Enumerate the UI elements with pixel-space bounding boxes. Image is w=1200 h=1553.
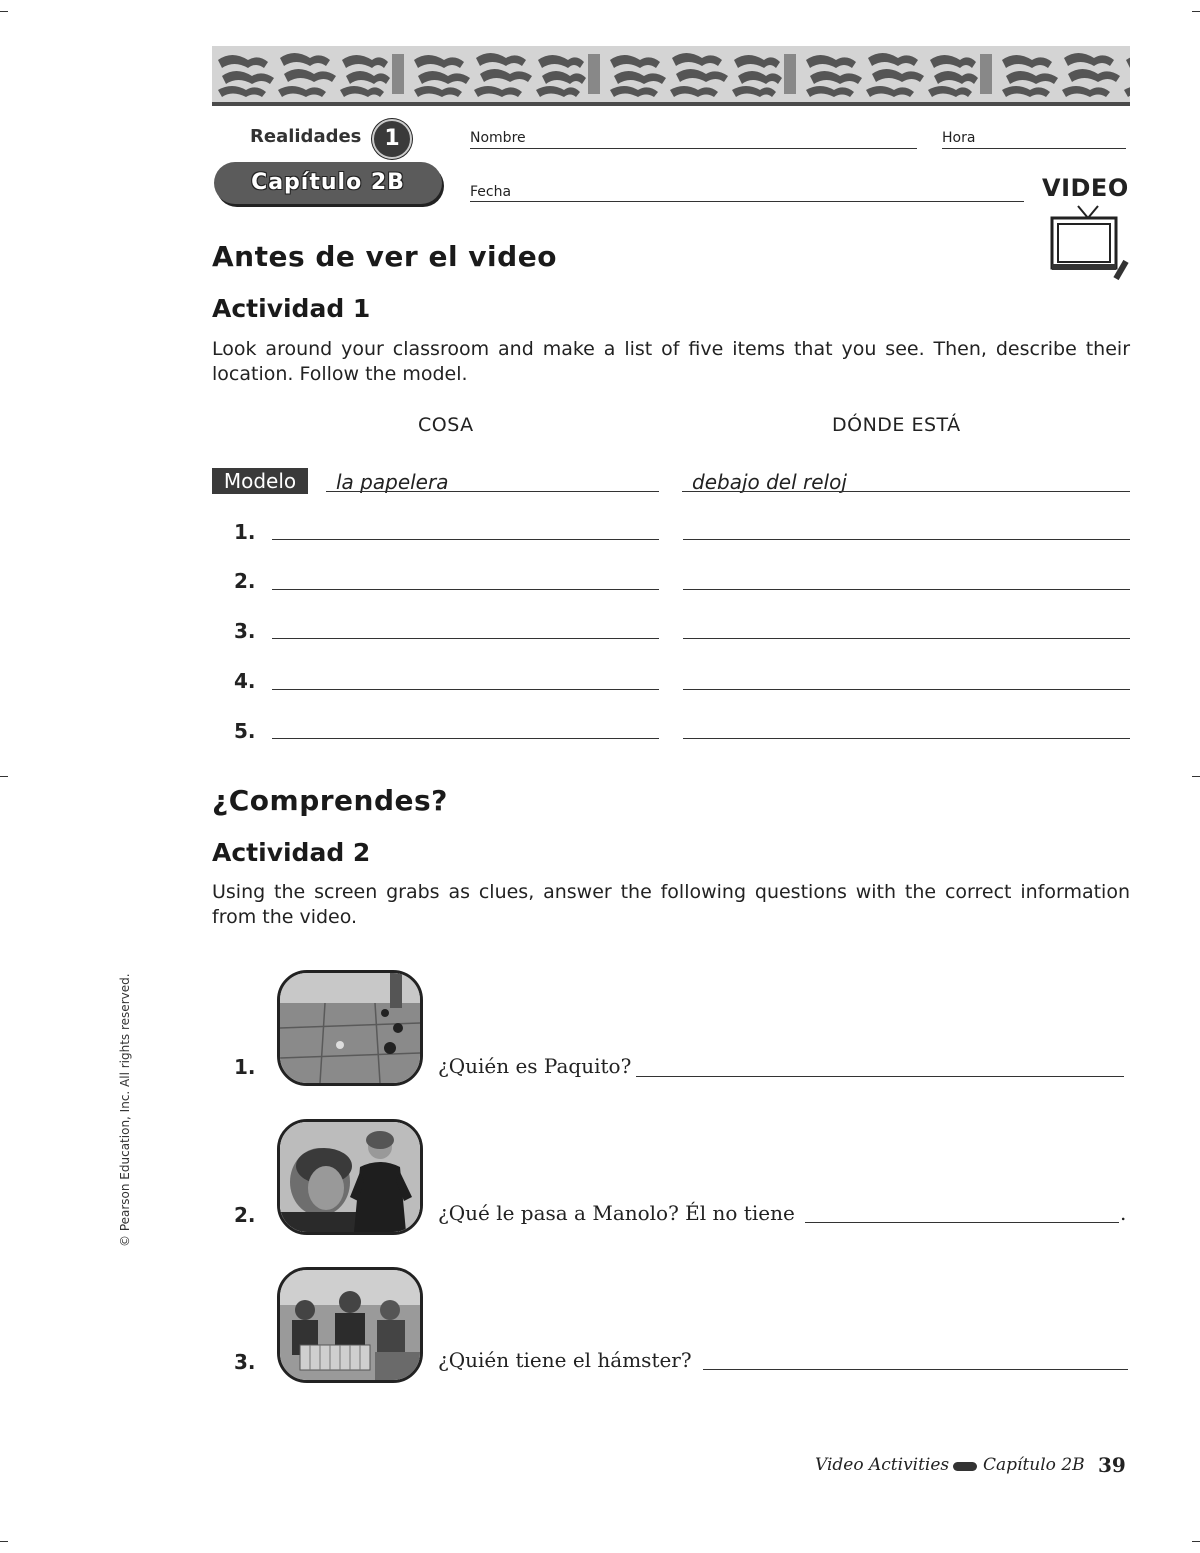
answer-thing-field[interactable] [272,589,659,590]
model-where: debajo del reloj [692,470,847,494]
column-header-cosa: COSA [418,414,474,436]
copyright-notice: © Pearson Education, Inc. All rights reserved. [118,973,132,1247]
video-tag: VIDEO [1042,174,1129,202]
crop-mark [1192,1541,1200,1542]
footer-book: Video Activities [815,1455,950,1475]
screen-grab-photo [277,1267,423,1383]
answer-where-field[interactable] [683,638,1130,639]
row-number: 4. [234,669,256,693]
page-number: 39 [1098,1453,1126,1477]
activity-2-title: Actividad 2 [212,838,371,867]
activity-2-instructions: Using the screen grabs as clues, answer the following questions with the correct information from the video. [212,881,1130,928]
answer-where-field[interactable] [683,738,1130,739]
crop-mark [1192,11,1200,12]
question-text: ¿Quién es Paquito? [438,1054,632,1078]
model-thing-line [326,491,659,492]
model-thing: la papelera [336,470,449,494]
column-header-donde-esta: DÓNDE ESTÁ [832,414,961,436]
name-field[interactable] [470,148,917,149]
answer-thing-field[interactable] [272,738,659,739]
footer-divider-icon [953,1462,977,1471]
question-end-punctuation: . [1120,1201,1127,1225]
question-number: 2. [234,1203,256,1227]
tv-icon [1048,204,1132,286]
row-number: 3. [234,619,256,643]
answer-where-field[interactable] [683,539,1130,540]
crop-mark [0,11,8,12]
section-title-comprendes: ¿Comprendes? [212,784,448,817]
activity-1-instructions: Look around your classroom and make a list of five items that you see. Then, describe their location. Follow the model. [212,338,1130,385]
question-number: 1. [234,1055,256,1079]
row-number: 2. [234,569,256,593]
activity-1-title: Actividad 1 [212,294,371,323]
answer-thing-field[interactable] [272,539,659,540]
row-number: 5. [234,719,256,743]
row-number: 1. [234,520,256,544]
hour-field[interactable] [942,148,1126,149]
answer-where-field[interactable] [683,689,1130,690]
crop-mark [0,1541,8,1542]
question-text: ¿Quién tiene el hámster? [438,1348,692,1372]
question-answer-field[interactable] [636,1076,1124,1077]
crop-mark [1192,776,1200,777]
answer-where-field[interactable] [683,589,1130,590]
answer-thing-field[interactable] [272,638,659,639]
screen-grab-photo [277,1119,423,1235]
chapter-label: Capítulo 2B [251,170,405,195]
section-title-before-video: Antes de ver el video [212,240,557,273]
header-banner [212,46,1130,106]
name-label: Nombre [470,130,526,146]
level-badge: 1 [372,119,412,159]
model-label: Modelo [212,468,308,494]
date-label: Fecha [470,184,512,200]
footer-chapter: Capítulo 2B [983,1455,1085,1475]
answer-thing-field[interactable] [272,689,659,690]
question-text: ¿Qué le pasa a Manolo? Él no tiene [438,1201,795,1225]
screen-grab-photo [277,970,423,1086]
model-where-line [682,491,1130,492]
series-title: Realidades [250,126,362,147]
question-number: 3. [234,1350,256,1374]
date-field[interactable] [470,201,1024,202]
crop-mark [0,776,8,777]
question-answer-field[interactable] [805,1222,1119,1223]
question-answer-field[interactable] [703,1369,1128,1370]
hour-label: Hora [942,130,976,146]
